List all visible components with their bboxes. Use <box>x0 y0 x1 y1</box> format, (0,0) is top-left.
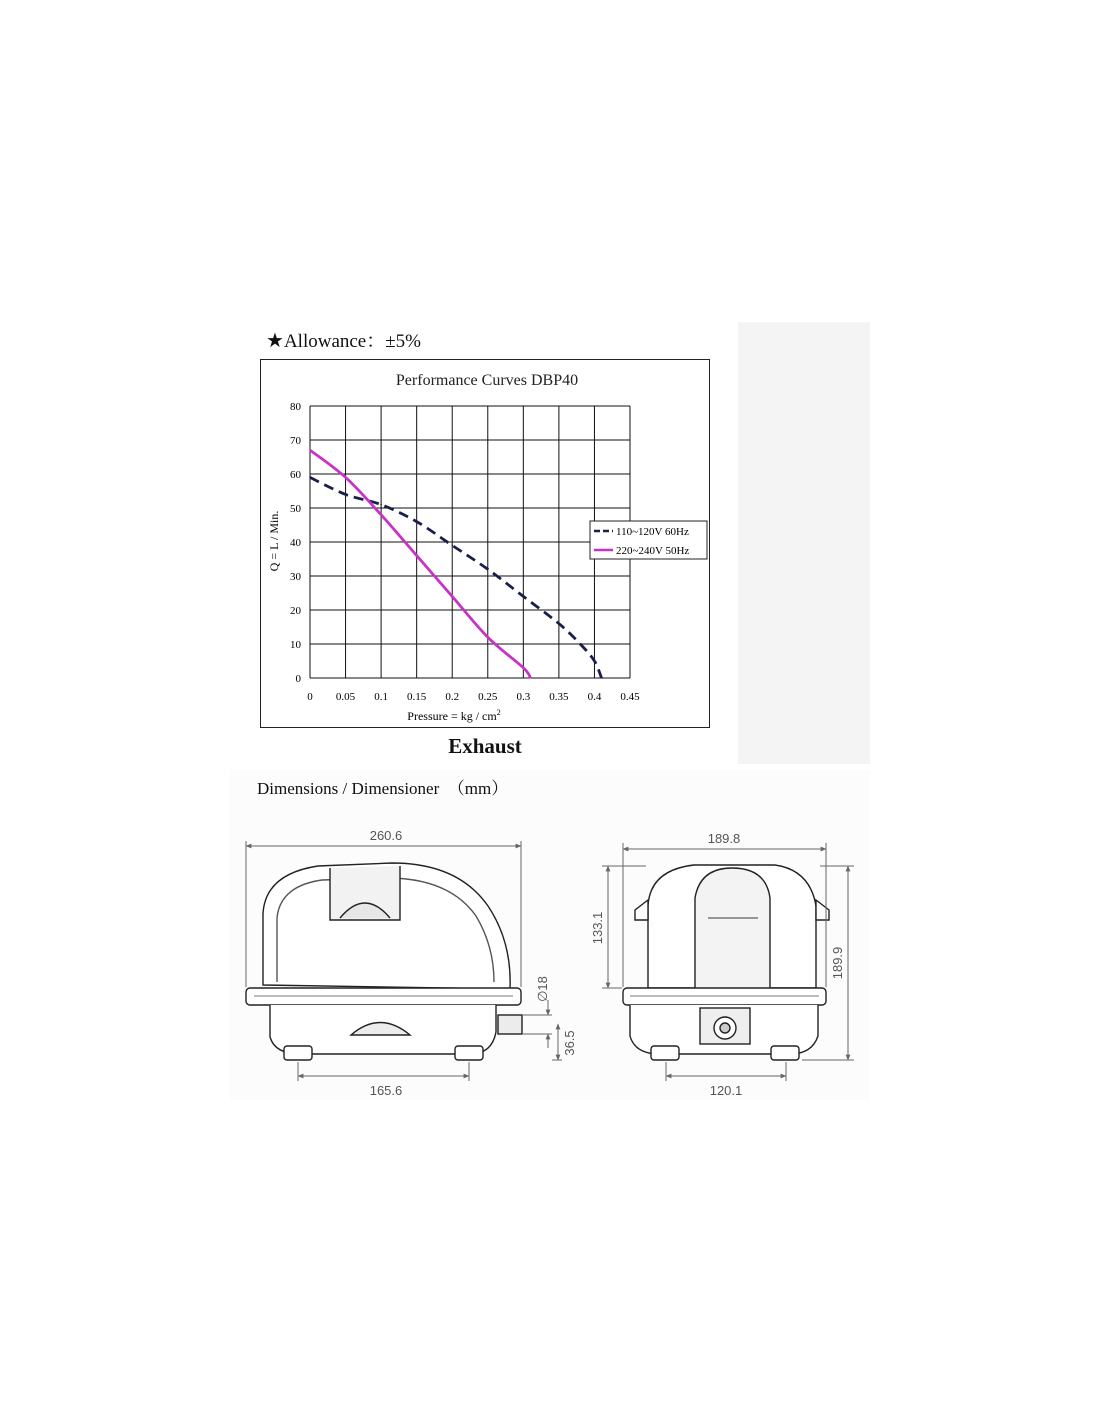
y-tick-label: 50 <box>290 503 301 515</box>
series-1-point-6 <box>523 667 525 669</box>
front-view-center-channel <box>695 868 770 988</box>
series-1-point-0 <box>309 449 311 451</box>
x-tick-label: 0.2 <box>445 691 460 703</box>
series-0-point-2 <box>380 504 382 506</box>
side-foot-spacing-label: 165.6 <box>369 1083 403 1098</box>
x-axis-label <box>407 708 500 723</box>
legend-label-0: 110~120V 60Hz <box>616 526 689 538</box>
series-0-point-9 <box>594 660 596 662</box>
series-0-point-5 <box>487 568 489 570</box>
dimension-drawings <box>230 822 870 1100</box>
chart-title: Performance Curves DBP40 <box>395 372 579 389</box>
y-tick-label: 40 <box>290 537 301 549</box>
series-0-point-1 <box>345 494 347 496</box>
legend-label-1: 220~240V 50Hz <box>616 545 690 557</box>
side-view-foot-left <box>284 1046 312 1060</box>
y-tick-label: 80 <box>290 401 301 413</box>
allowance-text: Allowance：±5% <box>283 331 421 352</box>
x-tick-label: 0.35 <box>549 691 569 703</box>
x-tick-label: 0.3 <box>516 691 531 703</box>
front-view-foot-right <box>771 1046 799 1060</box>
x-tick-label: 0.05 <box>335 691 356 703</box>
chart-legend <box>590 521 707 559</box>
y-tick-label: 30 <box>290 571 301 583</box>
front-view-ear-right <box>816 900 829 920</box>
x-tick-label: 0.1 <box>374 691 388 703</box>
side-view-foot-right <box>455 1046 483 1060</box>
side-view-outlet <box>498 1015 522 1034</box>
x-tick-label: 0.45 <box>620 691 640 703</box>
front-foot-spacing-label: 120.1 <box>709 1083 743 1098</box>
series-1-point-2 <box>380 514 382 516</box>
front-width-label: 189.8 <box>707 831 741 846</box>
y-axis-label: Q = L / Min. <box>267 510 281 572</box>
front-view-outlet-core <box>720 1023 730 1033</box>
outlet-diameter-label: ∅18 <box>535 976 550 1002</box>
series-0-point-4 <box>451 545 453 547</box>
y-tick-label: 10 <box>290 639 301 651</box>
series-1-point-1 <box>345 477 347 479</box>
front-view-drawing <box>623 865 829 1060</box>
x-tick-label: 0.4 <box>587 691 602 703</box>
x-tick-labels <box>307 691 640 703</box>
front-view-ear-left <box>635 900 648 920</box>
x-tick-label: 0.15 <box>407 691 427 703</box>
side-view-drawing <box>246 863 522 1060</box>
outlet-height-label: 36.5 <box>562 1030 577 1056</box>
total-height-label: 189.9 <box>830 946 845 980</box>
front-view-foot-left <box>651 1046 679 1060</box>
exhaust-label: Exhaust <box>448 734 522 758</box>
series-0-point-0 <box>309 477 311 479</box>
x-tick-label: 0.25 <box>478 691 498 703</box>
series-0-point-10 <box>601 677 603 679</box>
body-height-label: 133.1 <box>590 911 605 945</box>
series-0-point-3 <box>416 521 418 523</box>
series-0-point-7 <box>558 623 560 625</box>
y-tick-labels <box>290 401 302 685</box>
spec-sheet <box>230 322 870 1100</box>
y-tick-label: 70 <box>290 435 301 447</box>
series-1-point-3 <box>416 555 418 557</box>
x-axis-label-superscript: 2 <box>496 708 501 717</box>
performance-chart-frame <box>260 359 710 728</box>
allowance-note <box>266 326 421 353</box>
y-tick-label: 20 <box>290 605 301 617</box>
x-tick-label: 0 <box>307 691 313 703</box>
side-width-label: 260.6 <box>369 828 403 843</box>
y-tick-label: 60 <box>290 469 301 481</box>
dimensions-title: Dimensions / Dimensioner （mm） <box>257 779 509 798</box>
performance-chart <box>261 360 709 727</box>
y-tick-label: 0 <box>295 673 301 685</box>
series-line-0 <box>310 477 602 678</box>
panel-margin <box>738 322 870 764</box>
series-1-point-7 <box>530 677 532 679</box>
chart-grid <box>310 406 630 678</box>
series-0-point-8 <box>579 643 581 645</box>
series-1-point-5 <box>487 636 489 638</box>
x-axis-label-text: Pressure = kg / cm <box>407 709 497 723</box>
star-icon: ★ <box>266 330 284 352</box>
series-0-point-6 <box>523 596 525 598</box>
series-1-point-4 <box>451 596 453 598</box>
